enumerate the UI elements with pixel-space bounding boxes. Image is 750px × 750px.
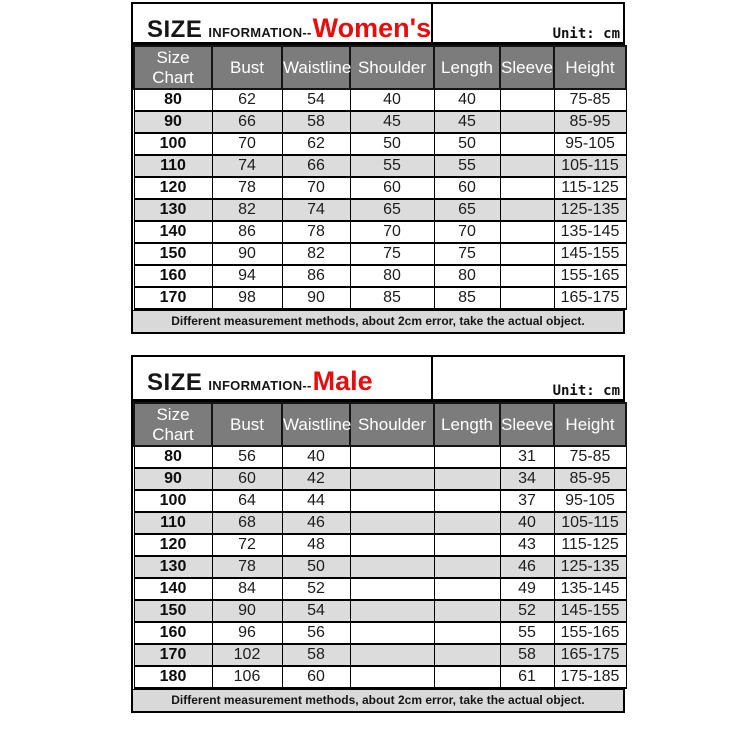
size-value-cell: 160 [134,622,212,644]
measurement-cell [350,512,434,534]
measurement-cell: 58 [282,644,350,666]
measurement-cell [434,468,500,490]
measurement-cell: 80 [434,265,500,287]
male-table-header [134,403,626,446]
measurement-cell: 95-105 [554,133,626,155]
measurement-cell: 56 [212,446,282,468]
measurement-cell [350,534,434,556]
size-value-cell: 140 [134,221,212,243]
title-accent-womens: Women's [312,13,432,43]
table-row [134,446,626,468]
measurement-cell: 34 [500,468,554,490]
measurement-cell [434,578,500,600]
measurement-cell: 56 [282,622,350,644]
measurement-cell [500,177,554,199]
measurement-cell: 40 [282,446,350,468]
measurement-cell: 84 [212,578,282,600]
measurement-cell: 135-145 [554,578,626,600]
table-row [134,468,626,490]
measurement-cell: 70 [282,177,350,199]
measurement-cell: 90 [282,287,350,309]
measurement-cell: 70 [350,221,434,243]
measurement-cell: 45 [434,111,500,133]
measurement-cell [500,155,554,177]
table-row [134,89,626,111]
measurement-cell: 37 [500,490,554,512]
measurement-cell: 85 [434,287,500,309]
column-header: Length [434,46,500,89]
table-row [134,622,626,644]
column-header: Size Chart [134,403,212,446]
size-value-cell: 80 [134,446,212,468]
size-value-cell: 110 [134,155,212,177]
measurement-cell [500,111,554,133]
size-value-cell: 170 [134,287,212,309]
column-header: Size Chart [134,46,212,89]
header-row [134,403,626,446]
measurement-cell: 96 [212,622,282,644]
measurement-cell: 46 [500,556,554,578]
measurement-cell: 42 [282,468,350,490]
measurement-cell: 75-85 [554,446,626,468]
size-value-cell: 120 [134,177,212,199]
table-row [134,512,626,534]
measurement-cell: 155-165 [554,622,626,644]
womens-footnote: Different measurement methods, about 2cm error, take the actual object. [133,310,623,332]
measurement-cell [500,221,554,243]
column-header: Waistline [282,403,350,446]
measurement-cell: 145-155 [554,243,626,265]
measurement-cell: 102 [212,644,282,666]
measurement-cell: 31 [500,446,554,468]
measurement-cell: 74 [282,199,350,221]
size-value-cell: 170 [134,644,212,666]
measurement-cell [350,666,434,688]
measurement-cell: 80 [350,265,434,287]
measurement-cell: 55 [434,155,500,177]
title-info-word: INFORMATION-- [208,378,312,393]
measurement-cell: 75 [350,243,434,265]
measurement-cell [434,490,500,512]
table-row [134,287,626,309]
measurement-cell: 54 [282,89,350,111]
size-value-cell: 90 [134,111,212,133]
measurement-cell: 70 [434,221,500,243]
womens-table-body [134,89,626,309]
size-value-cell: 110 [134,512,212,534]
measurement-cell: 75 [434,243,500,265]
table-row [134,243,626,265]
measurement-cell [500,199,554,221]
measurement-cell: 94 [212,265,282,287]
measurement-cell: 125-135 [554,199,626,221]
measurement-cell: 175-185 [554,666,626,688]
measurement-cell: 70 [212,133,282,155]
column-header: Shoulder [350,46,434,89]
measurement-cell: 75-85 [554,89,626,111]
measurement-cell: 85-95 [554,111,626,133]
size-value-cell: 120 [134,534,212,556]
measurement-cell: 64 [212,490,282,512]
measurement-cell: 55 [500,622,554,644]
measurement-cell [500,287,554,309]
measurement-cell [434,512,500,534]
measurement-cell: 65 [350,199,434,221]
measurement-cell: 43 [500,534,554,556]
size-value-cell: 130 [134,556,212,578]
measurement-cell [434,600,500,622]
womens-size-table [131,2,625,334]
measurement-cell [350,622,434,644]
measurement-cell: 60 [434,177,500,199]
measurement-cell: 78 [282,221,350,243]
column-header: Waistline [282,46,350,89]
measurement-cell: 40 [500,512,554,534]
measurement-cell [350,468,434,490]
measurement-cell: 105-115 [554,512,626,534]
measurement-cell: 48 [282,534,350,556]
measurement-cell [350,490,434,512]
measurement-cell: 66 [282,155,350,177]
table-row [134,644,626,666]
measurement-cell: 60 [212,468,282,490]
measurement-cell: 85-95 [554,468,626,490]
measurement-cell: 165-175 [554,644,626,666]
table-row [134,199,626,221]
column-header: Height [554,403,626,446]
column-header: Shoulder [350,403,434,446]
measurement-cell [434,666,500,688]
table-row [134,177,626,199]
table-row [134,155,626,177]
size-value-cell: 130 [134,199,212,221]
measurement-cell: 61 [500,666,554,688]
size-value-cell: 140 [134,578,212,600]
size-value-cell: 100 [134,490,212,512]
measurement-cell [350,644,434,666]
measurement-cell: 82 [282,243,350,265]
measurement-cell: 62 [282,133,350,155]
measurement-cell: 60 [350,177,434,199]
measurement-cell: 125-135 [554,556,626,578]
measurement-cell: 49 [500,578,554,600]
male-size-table [131,355,625,713]
title-size-word: SIZE [147,369,203,396]
measurement-cell: 105-115 [554,155,626,177]
male-table-body [134,446,626,688]
male-unit-area [433,357,623,399]
measurement-cell [500,265,554,287]
measurement-cell: 40 [434,89,500,111]
table-row [134,666,626,688]
male-title [133,357,433,399]
column-header: Sleeve [500,46,554,89]
measurement-cell: 52 [500,600,554,622]
measurement-cell: 145-155 [554,600,626,622]
measurement-cell: 90 [212,243,282,265]
womens-measurements-table [133,45,627,310]
title-size-word: SIZE [147,16,203,43]
measurement-cell [434,622,500,644]
measurement-cell: 50 [350,133,434,155]
womens-title-row [133,4,623,45]
measurement-cell: 44 [282,490,350,512]
size-value-cell: 90 [134,468,212,490]
column-header: Sleeve [500,403,554,446]
measurement-cell: 58 [500,644,554,666]
measurement-cell: 52 [282,578,350,600]
measurement-cell: 66 [212,111,282,133]
title-info-word: INFORMATION-- [208,25,312,40]
measurement-cell [350,600,434,622]
unit-label: Unit: cm [552,26,620,42]
male-title-row [133,357,623,402]
measurement-cell [434,446,500,468]
measurement-cell: 86 [212,221,282,243]
measurement-cell: 55 [350,155,434,177]
measurement-cell: 82 [212,199,282,221]
measurement-cell: 155-165 [554,265,626,287]
measurement-cell: 98 [212,287,282,309]
column-header: Bust [212,46,282,89]
measurement-cell [434,644,500,666]
size-value-cell: 150 [134,243,212,265]
measurement-cell: 45 [350,111,434,133]
measurement-cell [434,556,500,578]
size-value-cell: 180 [134,666,212,688]
measurement-cell [350,556,434,578]
unit-label: Unit: cm [552,383,620,399]
measurement-cell: 54 [282,600,350,622]
table-row [134,578,626,600]
size-value-cell: 80 [134,89,212,111]
table-row [134,490,626,512]
womens-table-header [134,46,626,89]
table-row [134,221,626,243]
measurement-cell [500,243,554,265]
size-value-cell: 160 [134,265,212,287]
measurement-cell: 65 [434,199,500,221]
measurement-cell: 95-105 [554,490,626,512]
measurement-cell: 74 [212,155,282,177]
womens-title [133,4,433,42]
column-header: Length [434,403,500,446]
table-row [134,133,626,155]
column-header: Bust [212,403,282,446]
table-row [134,556,626,578]
measurement-cell: 58 [282,111,350,133]
measurement-cell: 46 [282,512,350,534]
table-row [134,600,626,622]
measurement-cell: 115-125 [554,534,626,556]
measurement-cell: 60 [282,666,350,688]
measurement-cell [500,89,554,111]
table-row [134,111,626,133]
measurement-cell: 106 [212,666,282,688]
table-row [134,534,626,556]
measurement-cell: 165-175 [554,287,626,309]
male-measurements-table [133,402,627,689]
measurement-cell: 50 [434,133,500,155]
measurement-cell [434,534,500,556]
size-value-cell: 150 [134,600,212,622]
measurement-cell: 50 [282,556,350,578]
measurement-cell: 68 [212,512,282,534]
header-row [134,46,626,89]
measurement-cell: 78 [212,556,282,578]
measurement-cell: 40 [350,89,434,111]
size-value-cell: 100 [134,133,212,155]
measurement-cell: 90 [212,600,282,622]
measurement-cell: 115-125 [554,177,626,199]
measurement-cell [500,133,554,155]
measurement-cell: 86 [282,265,350,287]
measurement-cell: 62 [212,89,282,111]
measurement-cell [350,446,434,468]
womens-unit-area [433,4,623,42]
column-header: Height [554,46,626,89]
table-row [134,265,626,287]
measurement-cell: 135-145 [554,221,626,243]
measurement-cell: 78 [212,177,282,199]
measurement-cell: 85 [350,287,434,309]
measurement-cell: 72 [212,534,282,556]
measurement-cell [350,578,434,600]
title-accent-male: Male [312,366,373,396]
male-footnote: Different measurement methods, about 2cm error, take the actual object. [133,689,623,711]
